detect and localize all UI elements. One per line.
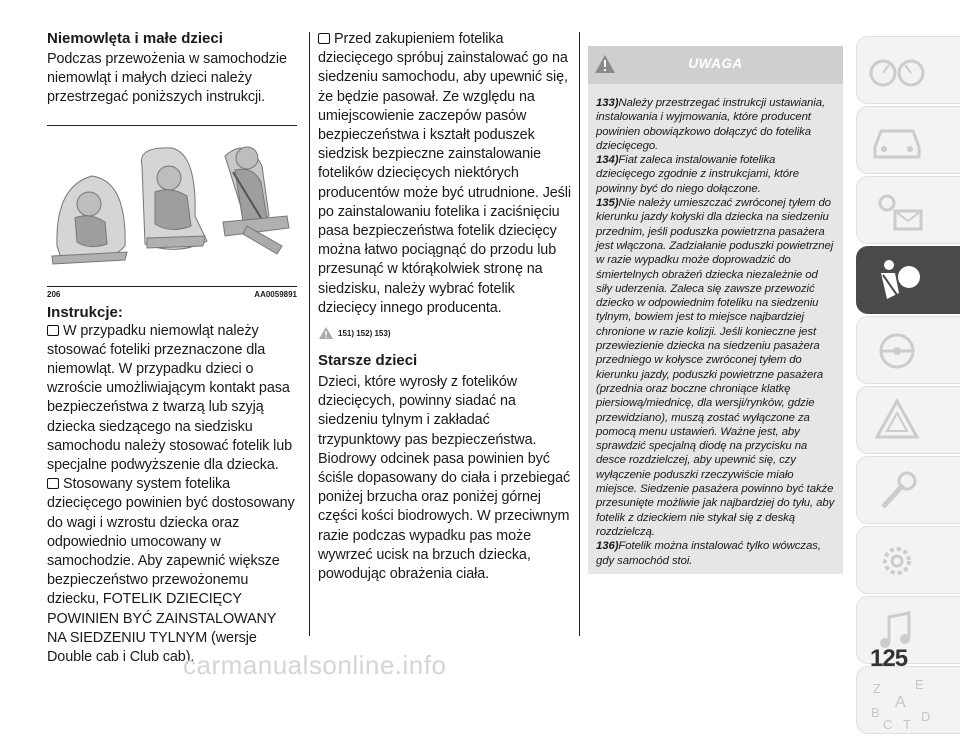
chapter-tabs (856, 36, 960, 736)
bullet-paragraph-2: Stosowany system fotelika dziecięcego powinien być dostosowany do wagi i wzrostu dziecka oraz odpowiednio umocowany w samochodzie. Aby zapewnić większe bezpieczeństwo przewożonemu dziecku, FOTELIK DZIECIĘCY POWINIEN BYĆ ZAINSTALOWANY NA SIEDZENIU TYLNYM (wersje Double cab i Club cab). (47, 476, 295, 666)
warning-item: 133)Należy przestrzegać instrukcji ustawiania, instalowania i wyjmowania, które producent powinien obowiązkowo dołączyć do fotelika dziecięcego. (596, 97, 826, 152)
sun-envelope-icon (867, 183, 927, 237)
bullet-paragraph-1: W przypadku niemowląt należy stosować foteliki przeznaczone dla niemowląt. W przypadku dzieci o wzroście umożliwiającym kontakt pasa bezpieczeństwa z twarzą lub szyją dziecka siedzącego na siedzisku samochodu należy stosować fotelik lub specjalne podwyższenie dla dziecka. (47, 322, 293, 474)
svg-text:B: B (871, 705, 880, 720)
column-divider (579, 32, 580, 636)
instructions-heading: Instrukcje: (47, 303, 123, 321)
page-number: 125 (870, 645, 908, 672)
wrench-icon (867, 463, 927, 517)
tab-technical-data[interactable] (856, 526, 960, 594)
warning-title: UWAGA (688, 56, 743, 71)
checkbox-bullet-icon (318, 33, 330, 44)
child-seat-figure (47, 125, 297, 286)
tab-safety[interactable] (856, 246, 960, 314)
svg-text:A: A (895, 694, 906, 711)
tab-maintenance[interactable] (856, 456, 960, 524)
figure-number: 206 (47, 289, 61, 299)
left-column (47, 30, 297, 667)
airbag-seatbelt-icon (867, 253, 927, 307)
intro-paragraph: Podczas przewożenia w samochodzie niemowląt i małych dzieci należy przestrzegać poniższych instrukcji. (47, 51, 287, 106)
warning-item: 134)Fiat zaleca instalowanie fotelika dziecięcego zgodnie z instrukcjami, które powinny być do niego dołączone. (596, 154, 799, 195)
older-children-heading: Starsze dzieci (318, 352, 418, 370)
svg-text:T: T (903, 717, 911, 731)
child-seat-illustration (47, 126, 297, 286)
watermark-text: carmanualsonline.info (183, 650, 447, 680)
car-front-icon (867, 113, 927, 167)
bullet-paragraph-3: Przed zakupieniem fotelika dziecięcego spróbuj zainstalować go na siedzeniu samochodu, aby upewnić się, że będzie pasował. Ze względu na umiejscowienie zaczepów pasów bezpieczeństwa i kształt poduszek siedzisk bezpieczne zainstalowanie fotelików dziecięcych niektórych producentów może być utrudnione. Jeśli po zainstalowaniu fotelika i zaciśnięciu pasa bezpieczeństwa fotelik dziecięcy można łatwo pociągnąć do przodu lub przesunąć w którąkolwiek stronę na siedzisku, należy wybrać fotelik dziecięcy innego producenta. (318, 31, 571, 316)
figure-caption (47, 286, 297, 304)
section-heading: Niemowlęta i małe dzieci (47, 30, 223, 47)
tab-starting-driving[interactable] (856, 316, 960, 384)
warning-box (588, 46, 843, 574)
tab-emergency[interactable] (856, 386, 960, 454)
reference-numbers: 151) 152) 153) (338, 328, 391, 338)
alphabet-index-icon (867, 673, 937, 731)
warning-header (588, 46, 843, 84)
checkbox-bullet-icon (47, 478, 59, 489)
svg-text:E: E (915, 677, 924, 692)
warning-body (588, 84, 843, 574)
tab-index[interactable] (856, 666, 960, 734)
warning-item: 135)Nie należy umieszczać zwróconej tyłem do kierunku jazdy kołyski dla dziecka na siedzeniu przednim, jeśli poduszka powietrzna pasażera jest włączona. Zadziałanie poduszki powietrznej w razie wypadku może doprowadzić do śmiertelnych obrażeń dziecka niezależnie od siły uderzenia. Zaleca się zawsze przewozić dziecko w odpowiednim foteliku na siedzeniu tylnym, bowiem jest to miejsce najbardziej chronione w razie kolizji. Jeśli konieczne jest przewiezienie dziecka na siedzeniu pasażera przedniego w kołysce zwróconej tyłem do kierunku jazdy, poduszki powietrzne pasażera (przednia oraz boczne chroniące klatkę piersiową/miednicę, dla wersji/rynków, gdzie przewidziano), muszą zostać wyłączone za pomocą menu ustawień. Ważne jest, aby sprawdzić specjalną diodę na przycisku na desce rozdzielczej, aby upewnić się, czy wyłączenie poduszki rzeczywiście miało miejsce. Siedzenie pasażera powinno być także przesunięte możliwie jak najbardziej do tyłu, aby fotelik z dzieckiem nie stykał się z deską rozdzielczą. (596, 197, 835, 538)
dashboard-gauges-icon (867, 43, 927, 97)
svg-text:C: C (883, 717, 893, 731)
gear-icon (867, 533, 927, 587)
checkbox-bullet-icon (47, 325, 59, 336)
tab-lights-messages[interactable] (856, 176, 960, 244)
svg-text:D: D (921, 709, 931, 724)
svg-text:Z: Z (873, 681, 881, 696)
older-children-paragraph: Dzieci, które wyrosły z fotelików dziecięcych, powinny siadać na siedzeniu tylnym i zakładać trzypunktowy pas bezpieczeństwa. Biodrowy odcinek pasa powinien być ściśle dopasowany do ciała i przebiegać poniżej brzucha oraz poniżej górnej części kości biodrowych. W przeciwnym razie podczas wypadku pas może wywrzeć ucisk na brzuch dziecka, powodując obrażenia ciała. (318, 374, 571, 583)
steering-wheel-icon (867, 323, 927, 377)
tab-dashboard[interactable] (856, 36, 960, 104)
figure-code: AA0059891 (254, 289, 297, 299)
warning-item: 136)Fotelik można instalować tylko wówczas, gdy samochód stoi. (596, 540, 821, 567)
warning-references (318, 326, 572, 340)
middle-column (318, 30, 572, 584)
tab-vehicle[interactable] (856, 106, 960, 174)
warning-triangle-icon (318, 326, 334, 340)
warning-light-icon (867, 393, 927, 447)
column-divider (309, 32, 310, 636)
